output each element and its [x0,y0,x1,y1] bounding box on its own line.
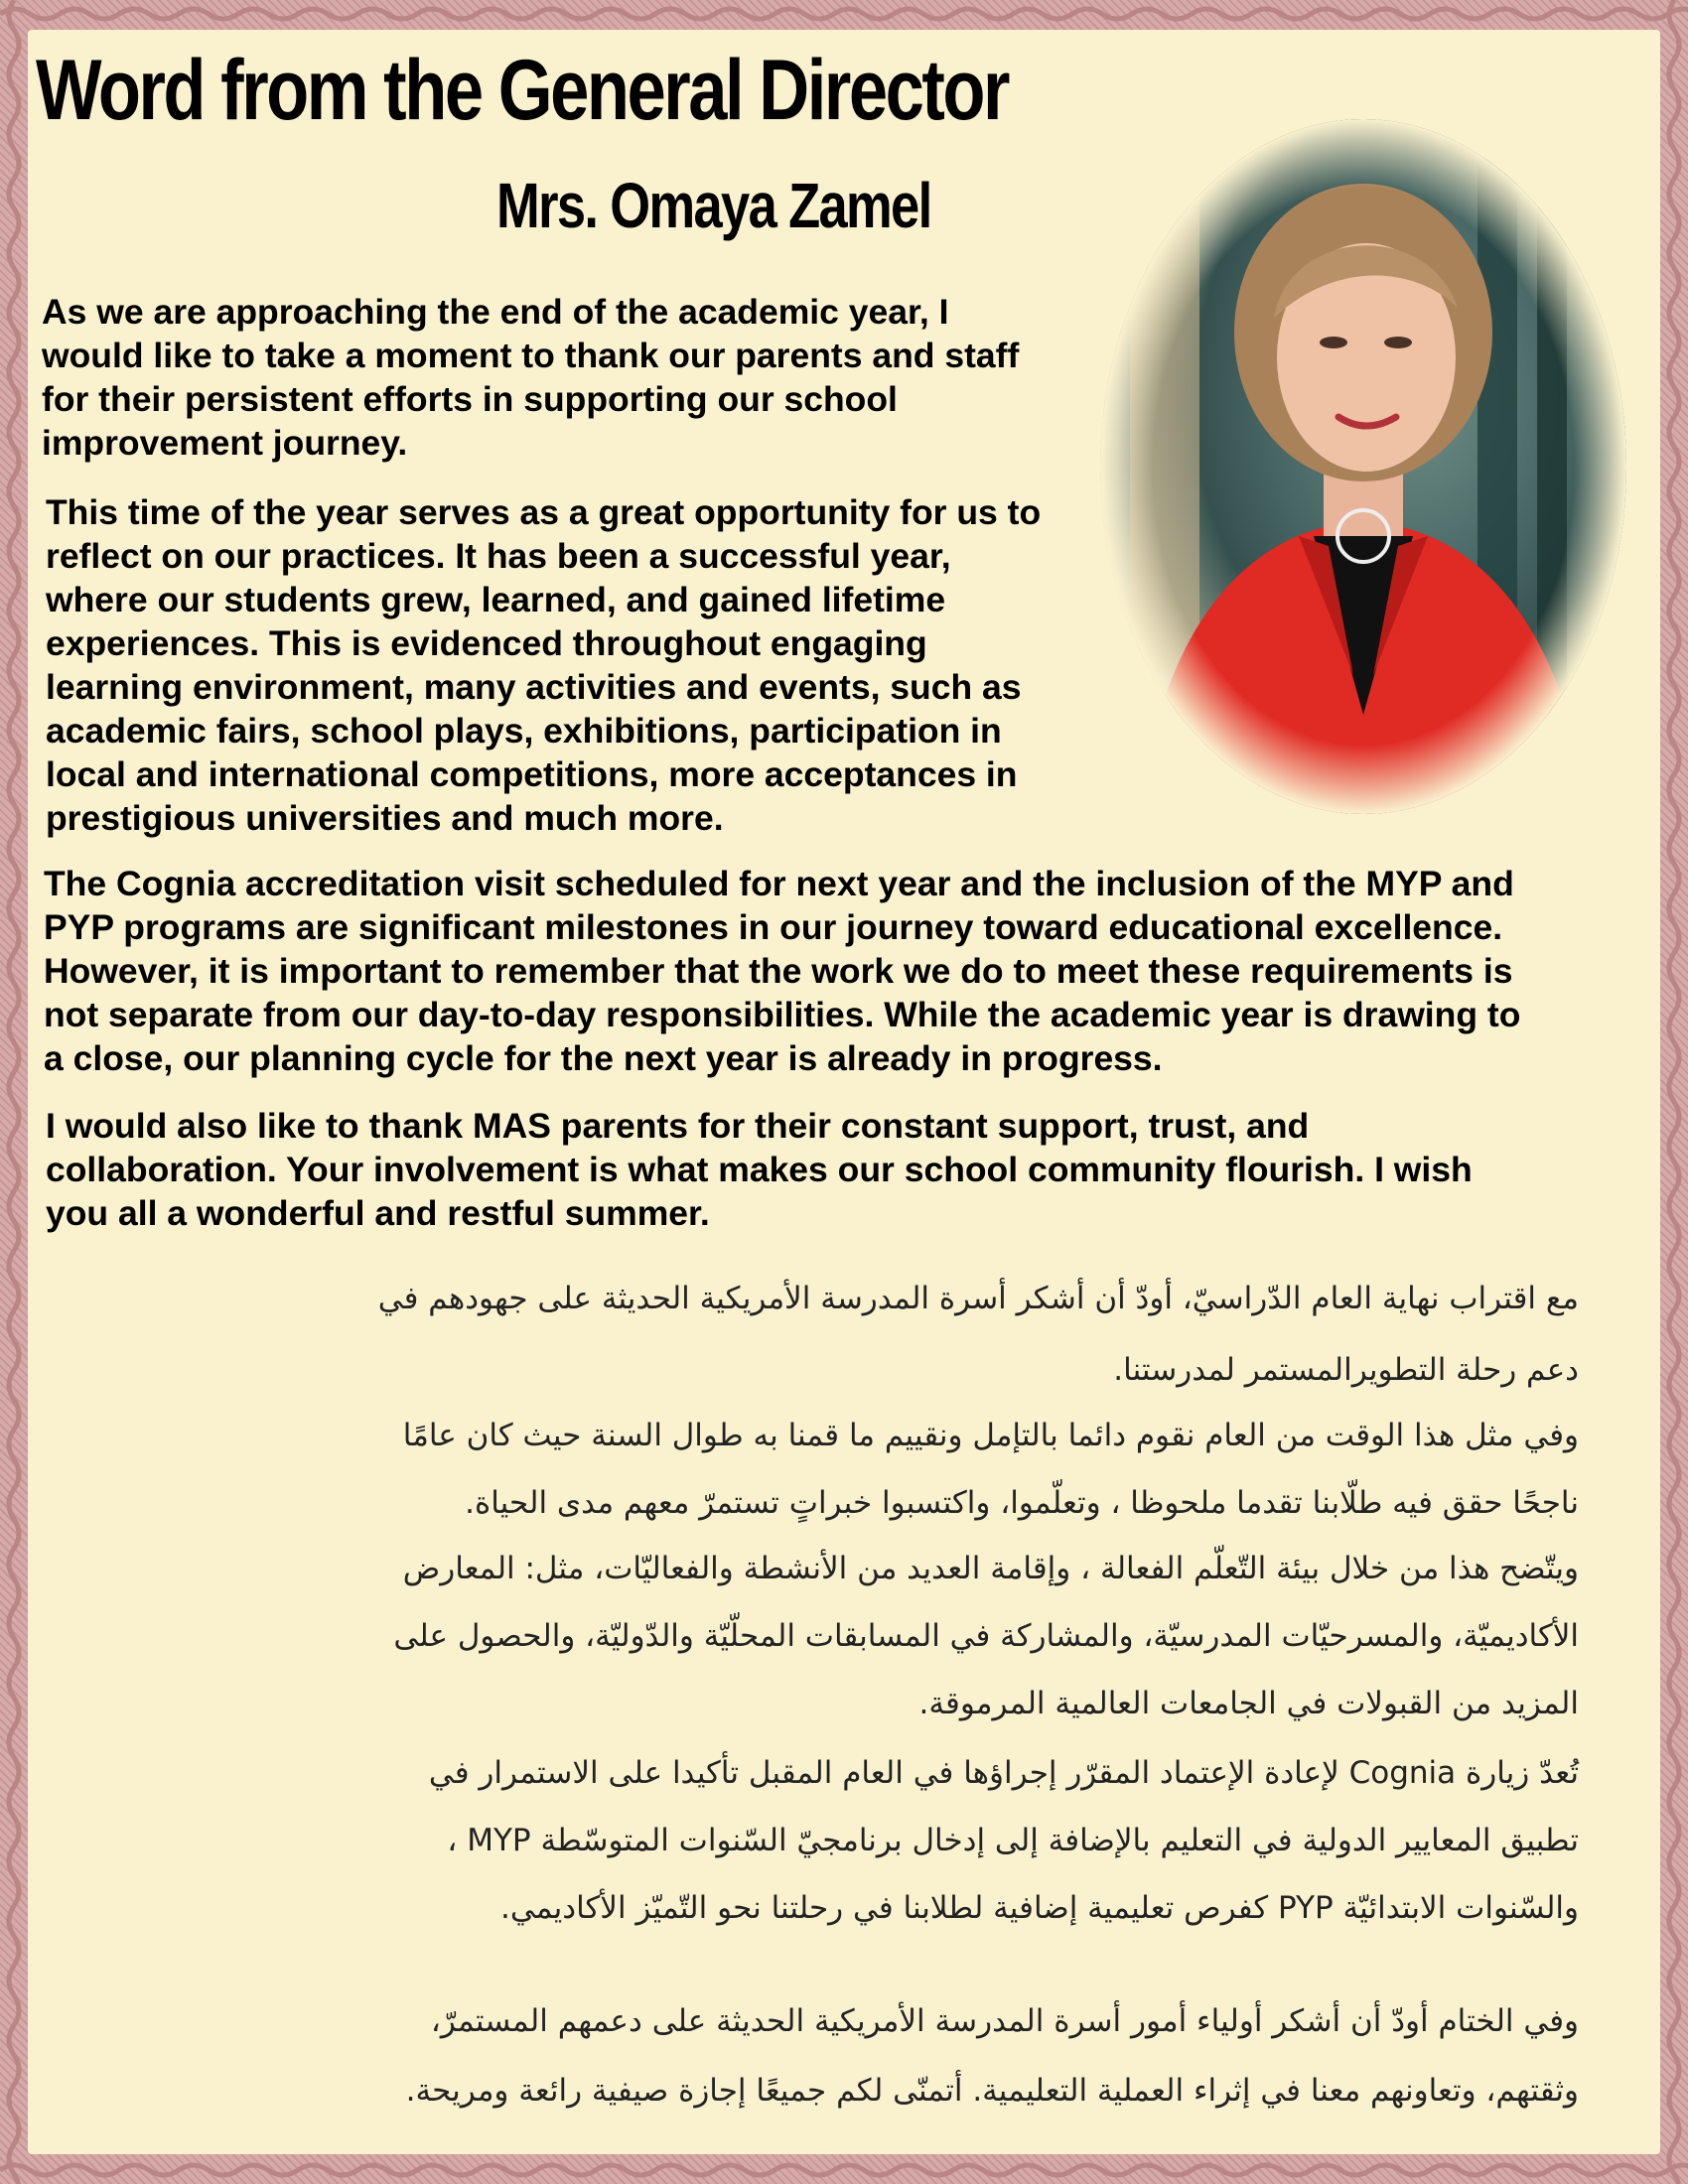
p1-line: for their persistent efforts in supporting our school [42,379,898,419]
director-portrait [1100,119,1626,814]
p2-line: where our students grew, learned, and gained lifetime [46,580,946,619]
arabic-line: وفي الختام أودّ أن أشكر أولياء أمور أسرة المدرسة الأمريكية الحديثة على دعمهم المستمرّ، [430,2003,1579,2039]
paragraph-accreditation [44,862,1658,1080]
border-wave [1669,0,1679,2184]
paragraph-intro [42,290,1114,465]
p2-line: reflect on our practices. It has been a successful year, [46,536,951,576]
p3-line: However, it is important to remember that the work we do to meet these requirements is [44,951,1513,991]
arabic-line: المزيد من القبولات في الجامعات العالمية المرموقة. [918,1686,1579,1721]
arabic-line: تُعدّ زيارة Cognia لإعادة الإعتماد المقرّر إجراؤها في العام المقبل تأكيدا على الاستمرار في [428,1755,1579,1791]
arabic-line: الأكاديميّة، والمسرحيّات المدرسيّة، والمشاركة في المسابقات المحلّيّة والدّوليّة، والحصول على [393,1618,1579,1654]
arabic-line: تطبيق المعايير الدولية في التعليم بالإضافة إلى إدخال برنامجيّ السّنوات المتوسّطة MYP ، [447,1823,1579,1858]
p1-line: improvement journey. [42,423,408,463]
p3-line: The Cognia accreditation visit scheduled for next year and the inclusion of the MYP and [44,864,1514,903]
p4-line: collaboration. Your involvement is what makes our school community flourish. I wish [46,1150,1473,1189]
border-wave [0,9,1688,19]
arabic-line: والسّنوات الابتدائيّة PYP كفرص تعليمية إضافية لطلابنا في رحلتنا نحو التّميّز الأكاديمي. [500,1890,1579,1926]
p2-line: experiences. This is evidenced throughout engaging [46,623,927,663]
p1-line: would like to take a moment to thank our parents and staff [42,336,1020,375]
p2-line: prestigious universities and much more. [46,798,724,838]
p2-line: learning environment, many activities and events, such as [46,667,1022,707]
arabic-line: ويتّضح هذا من خلال بيئة التّعلّم الفعالة ، وإقامة العديد من الأنشطة والفعاليّات، مثل: المعارض [402,1551,1579,1586]
p2-line: This time of the year serves as a great opportunity for us to [46,492,1042,532]
p3-line: not separate from our day-to-day responsibilities. While the academic year is drawing to [44,995,1521,1034]
border-wave [0,2165,1688,2175]
p3-line: PYP programs are significant milestones in our journey toward educational excellence. [44,907,1503,947]
arabic-line: ناجحًا حقق فيه طلّابنا تقدما ملحوظا ، وتعلّموا، واكتسبوا خبراتٍ تستمرّ معهم مدى الحياة. [465,1485,1579,1521]
arabic-line: وفي مثل هذا الوقت من العام نقوم دائما بالتإمل ونقييم ما قمنا به طوال السنة حيث كان عامًا [402,1418,1579,1453]
p3-line: a close, our planning cycle for the next year is already in progress. [44,1038,1163,1078]
director-name: Mrs. Omaya Zamel [496,170,931,241]
p4-line: you all a wonderful and restful summer. [46,1193,710,1233]
paragraph-thanks [46,1104,1634,1235]
arabic-line: دعم رحلة التطويرالمستمر لمدرستنا. [1113,1352,1579,1388]
p2-line: local and international competitions, more acceptances in [46,754,1018,794]
p4-line: I would also like to thank MAS parents for their constant support, trust, and [46,1106,1310,1146]
border-wave [9,0,19,2184]
arabic-line: وثقتهم، وتعاونهم معنا في إثراء العملية التعليمية. أتمنّى لكم جميعًا إجازة صيفية رائعة ومريحة. [405,2073,1579,2109]
paragraph-reflection [46,490,1148,840]
p2-line: academic fairs, school plays, exhibitions, participation in [46,711,1002,751]
page-title: Word from the General Director [36,43,1008,138]
p1-line: As we are approaching the end of the academic year, I [42,292,949,332]
portrait-illustration [1100,119,1626,814]
arabic-line: مع اقتراب نهاية العام الدّراسيّ، أودّ أن أشكر أسرة المدرسة الأمريكية الحديثة على جهودهم في [377,1281,1579,1316]
